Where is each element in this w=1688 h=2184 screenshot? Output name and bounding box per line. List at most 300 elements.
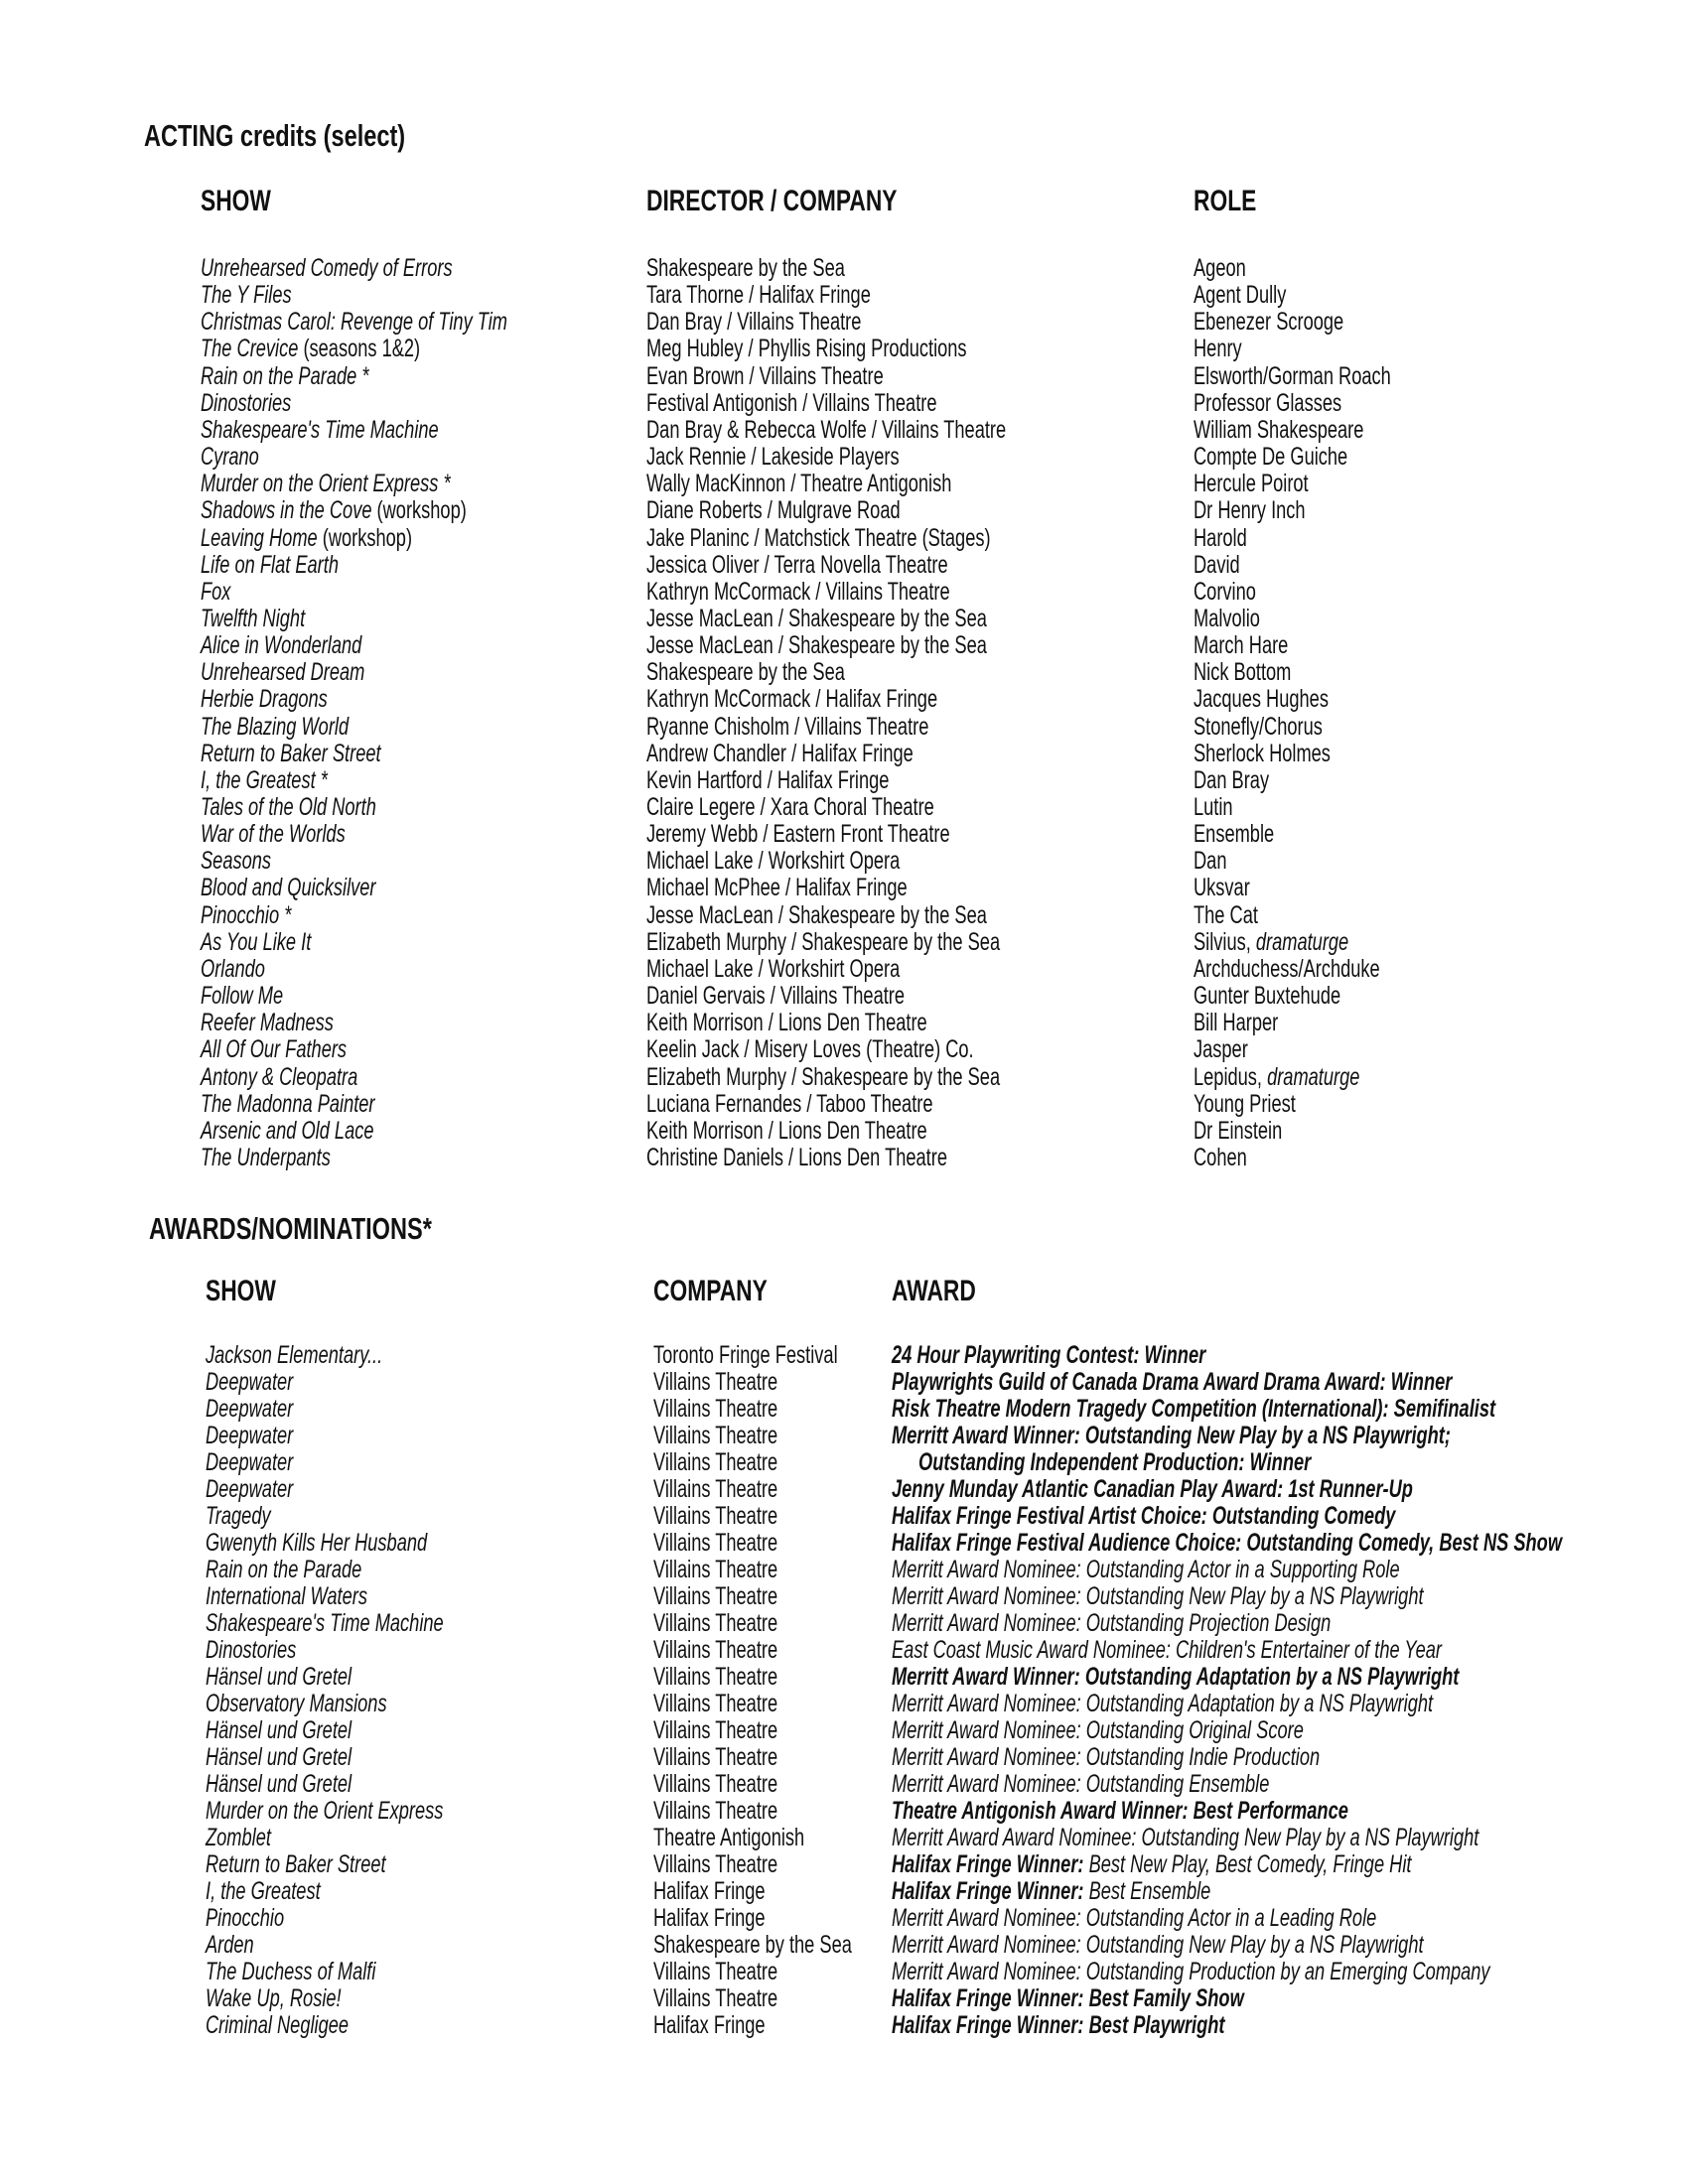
company-cell-text xyxy=(653,1663,777,1691)
show-cell xyxy=(206,1448,326,1476)
role-cell-text xyxy=(1194,874,1250,901)
show-cell xyxy=(206,1609,531,1637)
show-cell-text xyxy=(201,443,259,471)
show-cell-text xyxy=(201,740,381,767)
show-cell-text xyxy=(206,1422,293,1449)
role-cell-text xyxy=(1194,362,1391,390)
role: William Shakespeare xyxy=(1194,415,1364,444)
show-cell-text xyxy=(206,1609,444,1637)
director-company: Jeremy Webb / Eastern Front Theatre xyxy=(646,820,950,849)
award-cell-text xyxy=(892,1556,1400,1583)
company: Villains Theatre xyxy=(653,1529,778,1557)
show-cell xyxy=(206,1770,406,1798)
company: Halifax Fringe xyxy=(653,1877,766,1905)
role: Sherlock Holmes xyxy=(1194,739,1331,767)
show-title: Deepwater xyxy=(206,1475,294,1503)
show-cell-text xyxy=(201,793,376,821)
show-cell xyxy=(201,254,545,282)
award-cell xyxy=(892,1690,1633,1717)
show-cell-text xyxy=(206,1502,271,1530)
company-cell-text xyxy=(653,1529,777,1557)
role-cell xyxy=(1194,847,1239,875)
role: Corvino xyxy=(1194,577,1256,606)
role-cell xyxy=(1194,793,1247,821)
company-cell-text xyxy=(653,1797,777,1825)
show-title: Murder on the Orient Express xyxy=(206,1797,444,1825)
role-cell xyxy=(1194,1144,1267,1171)
director-company-cell xyxy=(646,685,1046,713)
director-company-cell-text xyxy=(646,335,967,362)
director-company-cell-text xyxy=(646,1035,974,1063)
director-company-cell-text xyxy=(646,308,861,336)
show-cell xyxy=(201,685,374,713)
role-cell-text xyxy=(1194,847,1226,875)
role-cell xyxy=(1194,901,1282,929)
acting-row xyxy=(0,874,1688,901)
award-cell-text xyxy=(892,1422,1451,1449)
award-cell-text xyxy=(892,1984,1244,2012)
role: Cohen xyxy=(1194,1143,1247,1171)
award-text-bold: Halifax Fringe Festival Artist Choice: Outstanding Comedy xyxy=(892,1502,1396,1530)
show-cell-text xyxy=(201,416,439,444)
award-row xyxy=(0,1850,1688,1878)
awards-section-title-text: AWARDS/NOMINATIONS* xyxy=(149,1211,432,1246)
role-cell xyxy=(1194,713,1370,741)
show-note: (seasons 1&2) xyxy=(298,335,421,363)
show-title: Deepwater xyxy=(206,1368,294,1396)
acting-row xyxy=(0,524,1688,552)
director-company-cell-text xyxy=(646,389,937,417)
show-title: Twelfth Night xyxy=(201,604,306,632)
show-title: Pinocchio * xyxy=(201,900,292,929)
show-title: Shakespeare's Time Machine xyxy=(206,1609,444,1637)
acting-row xyxy=(0,254,1688,282)
company-cell xyxy=(653,1475,823,1503)
acting-row xyxy=(0,713,1688,741)
role: Silvius, xyxy=(1194,927,1256,956)
role-cell-text xyxy=(1194,685,1329,713)
show-cell-text xyxy=(201,551,339,579)
show-cell-text xyxy=(206,1636,296,1664)
director-company: Elizabeth Murphy / Shakespeare by the Sea xyxy=(646,927,1001,956)
awards-header-award: AWARD xyxy=(892,1275,976,1307)
award-cell-text xyxy=(892,1582,1424,1610)
role-cell-text xyxy=(1194,281,1286,309)
award-cell-text xyxy=(892,2011,1225,2039)
show-title: Shakespeare's Time Machine xyxy=(201,415,439,444)
award-text-bold: Halifax Fringe Winner: xyxy=(892,1850,1084,1878)
show-cell xyxy=(201,1009,382,1036)
show-cell-text xyxy=(201,955,265,983)
award-cell xyxy=(892,1395,1688,1423)
show-cell xyxy=(201,551,389,579)
role-cell-text xyxy=(1194,1009,1278,1036)
director-company-cell xyxy=(646,551,1059,579)
award-text-bold: Halifax Fringe Winner: Best Playwright xyxy=(892,2011,1225,2039)
award-row xyxy=(0,1368,1688,1396)
director-company-cell-text xyxy=(646,685,937,713)
company-cell-text xyxy=(653,1824,804,1851)
acting-row xyxy=(0,631,1688,659)
show-cell-text xyxy=(206,1931,254,1959)
show-cell-text xyxy=(206,1448,293,1476)
show-cell xyxy=(201,847,297,875)
company-cell xyxy=(653,1502,823,1530)
show-cell xyxy=(206,1529,509,1557)
show-title: Murder on the Orient Express * xyxy=(201,470,451,498)
company: Villains Theatre xyxy=(653,1556,778,1583)
award-row xyxy=(0,1341,1688,1369)
director-company-cell xyxy=(646,389,1045,417)
role: Ageon xyxy=(1194,254,1246,282)
director-company: Jake Planinc / Matchstick Theatre (Stages) xyxy=(646,523,991,552)
director-company-cell xyxy=(646,281,953,309)
show-cell-text xyxy=(206,1904,284,1932)
show-cell xyxy=(201,1117,438,1145)
show-cell-text xyxy=(201,1144,331,1171)
show-cell-text xyxy=(201,874,376,901)
show-cell-text xyxy=(201,1117,373,1145)
award-cell-text xyxy=(892,1904,1376,1932)
award-cell xyxy=(892,1663,1669,1691)
director-company: Andrew Chandler / Halifax Fringe xyxy=(646,739,914,767)
show-title: Return to Baker Street xyxy=(206,1850,386,1878)
award-text-bold: Halifax Fringe Winner: Best Family Show xyxy=(892,1984,1244,2012)
acting-row xyxy=(0,389,1688,417)
director-company-cell xyxy=(646,901,1113,929)
show-cell-text xyxy=(201,308,507,336)
role-cell xyxy=(1194,578,1279,606)
award-row xyxy=(0,1636,1688,1664)
company: Villains Theatre xyxy=(653,1743,778,1771)
award-cell-text xyxy=(892,1770,1269,1798)
show-cell-text xyxy=(201,766,328,794)
director-company-cell xyxy=(646,470,1064,497)
director-company: Christine Daniels / Lions Den Theatre xyxy=(646,1143,947,1171)
director-company-cell-text xyxy=(646,551,948,579)
show-cell-text xyxy=(206,1850,386,1878)
acting-row xyxy=(0,740,1688,767)
acting-row xyxy=(0,1090,1688,1118)
role-emphasis: dramaturge xyxy=(1255,927,1349,956)
company-cell-text xyxy=(653,1341,838,1369)
company-cell-text xyxy=(653,1690,777,1717)
show-cell-text xyxy=(201,362,368,390)
director-company-cell xyxy=(646,928,1131,956)
company-cell-text xyxy=(653,1582,777,1610)
company-cell-text xyxy=(653,1556,777,1583)
director-company-cell-text xyxy=(646,578,950,606)
award-row xyxy=(0,1609,1688,1637)
award-text-bold: Halifax Fringe Festival Audience Choice: Outstanding Comedy, Best NS Show xyxy=(892,1529,1563,1557)
director-company-cell xyxy=(646,362,971,390)
role-cell xyxy=(1194,524,1267,552)
show-cell xyxy=(201,416,526,444)
director-company: Diane Roberts / Mulgrave Road xyxy=(646,496,901,525)
show-title: Reefer Madness xyxy=(201,1009,334,1037)
show-cell xyxy=(206,1743,406,1771)
show-title: I, the Greatest * xyxy=(201,765,328,794)
director-company-cell xyxy=(646,1009,1031,1036)
role-cell-text xyxy=(1194,955,1380,983)
award-text: Merritt Award Nominee: Outstanding Indie Production xyxy=(892,1743,1321,1771)
award-text: Merritt Award Nominee: Outstanding Production by an Emerging Company xyxy=(892,1958,1490,1985)
director-company-cell-text xyxy=(646,740,914,767)
award-text-bold: 24 Hour Playwriting Contest: Winner xyxy=(892,1341,1206,1369)
director-company: Shakespeare by the Sea xyxy=(646,658,845,687)
show-cell-text xyxy=(201,389,291,417)
show-cell xyxy=(206,1395,326,1423)
role-cell xyxy=(1194,658,1328,686)
company-cell-text xyxy=(653,1368,777,1396)
show-cell-text xyxy=(201,685,328,713)
acting-row xyxy=(0,281,1688,309)
director-company-cell-text xyxy=(646,416,1006,444)
show-cell-text xyxy=(201,901,291,929)
acting-row xyxy=(0,1009,1688,1036)
acting-row xyxy=(0,658,1688,686)
director-company-cell-text xyxy=(646,874,908,901)
show-cell-text xyxy=(206,1556,361,1583)
director-company: Jesse MacLean / Shakespeare by the Sea xyxy=(646,900,987,929)
role-cell xyxy=(1194,928,1406,956)
role: Elsworth/Gorman Roach xyxy=(1194,361,1391,390)
show-cell-text xyxy=(206,1395,293,1423)
show-cell xyxy=(206,1368,326,1396)
company-cell xyxy=(653,1582,823,1610)
company: Toronto Fringe Festival xyxy=(653,1341,838,1369)
director-company-cell-text xyxy=(646,982,905,1010)
role: Compte De Guiche xyxy=(1194,443,1348,472)
company: Villains Theatre xyxy=(653,1770,778,1798)
role-cell xyxy=(1194,766,1297,794)
role: Young Priest xyxy=(1194,1089,1296,1118)
award-text: Merritt Award Nominee: Outstanding Ensemble xyxy=(892,1770,1270,1798)
company-cell xyxy=(653,1743,823,1771)
award-cell-text xyxy=(892,1663,1459,1691)
role-cell-text xyxy=(1194,308,1343,336)
show-title: Dinostories xyxy=(206,1636,297,1664)
award-text: Merritt Award Nominee: Outstanding Projection Design xyxy=(892,1609,1332,1637)
award-row xyxy=(0,1556,1688,1583)
show-cell xyxy=(201,1035,400,1063)
show-cell xyxy=(206,1797,531,1825)
director-company: Jack Rennie / Lakeside Players xyxy=(646,443,900,472)
company-cell xyxy=(653,1636,823,1664)
show-cell-text xyxy=(201,658,364,686)
show-title: Arsenic and Old Lace xyxy=(201,1116,374,1145)
company-cell xyxy=(653,1609,823,1637)
show-cell xyxy=(201,874,441,901)
role-cell-text xyxy=(1194,443,1347,471)
company-cell xyxy=(653,1877,806,1905)
show-cell-text xyxy=(201,254,453,282)
award-text: Merritt Award Award Nominee: Outstanding New Play by a NS Playwright xyxy=(892,1824,1479,1851)
award-cell xyxy=(892,1931,1620,1959)
role-cell-text xyxy=(1194,578,1256,606)
acting-header-director-company: DIRECTOR / COMPANY xyxy=(646,185,898,217)
director-company: Michael McPhee / Halifax Fringe xyxy=(646,874,908,902)
show-cell xyxy=(206,1958,439,1985)
acting-row xyxy=(0,1063,1688,1091)
director-company-cell-text xyxy=(646,901,987,929)
award-cell-text xyxy=(892,1368,1452,1396)
show-title: The Underpants xyxy=(201,1143,331,1171)
show-cell-text xyxy=(201,1090,375,1118)
company: Villains Theatre xyxy=(653,1850,778,1878)
award-text-bold: Merritt Award Winner: Outstanding Adaptation by a NS Playwright xyxy=(892,1663,1460,1691)
role-cell-text xyxy=(1194,793,1233,821)
show-cell xyxy=(201,793,441,821)
company: Villains Theatre xyxy=(653,1663,778,1691)
show-title: Unrehearsed Comedy of Errors xyxy=(201,254,453,282)
director-company-cell xyxy=(646,496,994,524)
role-cell-text xyxy=(1194,389,1341,417)
company-cell xyxy=(653,2011,806,2039)
role-cell xyxy=(1194,1063,1421,1091)
director-company-cell-text xyxy=(646,820,950,848)
award-row xyxy=(0,1797,1688,1825)
director-company-cell-text xyxy=(646,1063,1000,1091)
acting-row xyxy=(0,362,1688,390)
role-cell xyxy=(1194,631,1324,659)
company-cell xyxy=(653,1931,925,1959)
show-cell-text xyxy=(206,1475,293,1503)
director-company: Claire Legere / Xara Choral Theatre xyxy=(646,793,934,821)
acting-row xyxy=(0,820,1688,848)
show-cell-text xyxy=(201,1063,357,1091)
award-cell-text xyxy=(892,1395,1495,1423)
director-company-cell xyxy=(646,766,979,794)
show-cell xyxy=(206,1475,326,1503)
company: Halifax Fringe xyxy=(653,2011,766,2039)
director-company-cell-text xyxy=(646,955,900,983)
show-title: Pinocchio xyxy=(206,1904,285,1932)
company-cell xyxy=(653,1797,823,1825)
acting-header-role: ROLE xyxy=(1194,185,1257,217)
award-cell-text xyxy=(892,1850,1411,1878)
award-cell-text xyxy=(892,1502,1395,1530)
award-row xyxy=(0,1475,1688,1503)
role-cell-text xyxy=(1194,416,1363,444)
company: Halifax Fringe xyxy=(653,1904,766,1932)
company-cell xyxy=(653,1690,823,1717)
award-cell xyxy=(892,1877,1329,1905)
role: Bill Harper xyxy=(1194,1009,1279,1037)
director-company-cell-text xyxy=(646,362,884,390)
role: Gunter Buxtehude xyxy=(1194,982,1341,1011)
role-cell xyxy=(1194,982,1395,1010)
role-cell-text xyxy=(1194,658,1291,686)
show-title: Christmas Carol: Revenge of Tiny Tim xyxy=(201,308,508,337)
show-cell-text xyxy=(206,1958,375,1985)
award-cell-text xyxy=(892,1341,1205,1369)
show-title: Herbie Dragons xyxy=(201,685,328,714)
awards-section-title xyxy=(149,1213,521,1244)
company: Villains Theatre xyxy=(653,1958,778,1985)
show-title: Hänsel und Gretel xyxy=(206,1770,352,1798)
show-title: Follow Me xyxy=(201,982,284,1011)
role-emphasis: dramaturge xyxy=(1267,1062,1360,1091)
director-company-cell xyxy=(646,1117,1031,1145)
role-cell xyxy=(1194,389,1396,417)
director-company-cell xyxy=(646,416,1139,444)
director-company-cell xyxy=(646,793,1041,821)
role: March Hare xyxy=(1194,631,1289,660)
award-cell-text xyxy=(892,1797,1348,1825)
director-company: Michael Lake / Workshirt Opera xyxy=(646,847,901,876)
award-cell-text xyxy=(892,1958,1490,1985)
show-title: Wake Up, Rosie! xyxy=(206,1984,342,2012)
company-cell xyxy=(653,1556,823,1583)
director-company-cell xyxy=(646,524,1118,552)
company-cell-text xyxy=(653,1984,777,2012)
acting-header-show: SHOW xyxy=(201,185,271,217)
show-cell-text xyxy=(206,1341,382,1369)
company-cell-text xyxy=(653,1850,777,1878)
show-title: The Madonna Painter xyxy=(201,1089,375,1118)
award-cell xyxy=(892,1850,1604,1878)
director-company-cell-text xyxy=(646,254,845,282)
show-cell xyxy=(201,470,543,497)
show-cell xyxy=(201,982,314,1010)
director-company: Festival Antigonish / Villains Theatre xyxy=(646,388,937,417)
company-cell-text xyxy=(653,1636,777,1664)
role-cell-text xyxy=(1194,928,1348,956)
role: Uksvar xyxy=(1194,874,1250,902)
role-cell-text xyxy=(1194,1035,1248,1063)
award-text: Merritt Award Nominee: Outstanding Actor in a Leading Role xyxy=(892,1904,1377,1932)
show-cell-text xyxy=(206,1984,342,2012)
show-cell xyxy=(201,658,426,686)
director-company: Keelin Jack / Misery Loves (Theatre) Co. xyxy=(646,1035,974,1064)
director-company-cell-text xyxy=(646,631,987,659)
director-company-cell-text xyxy=(646,496,901,524)
award-row xyxy=(0,1663,1688,1691)
show-title: The Duchess of Malfi xyxy=(206,1958,376,1985)
show-cell xyxy=(206,1824,295,1851)
award-cell-text xyxy=(892,1931,1424,1959)
show-cell xyxy=(206,1850,453,1878)
award-cell-text xyxy=(892,1690,1433,1717)
director-company: Shakespeare by the Sea xyxy=(646,254,845,282)
show-title: Blood and Quicksilver xyxy=(201,874,376,902)
company-cell xyxy=(653,1904,806,1932)
show-cell-text xyxy=(201,928,311,956)
role: Archduchess/Archduke xyxy=(1194,954,1380,983)
role-cell-text xyxy=(1194,605,1260,632)
company-cell xyxy=(653,1368,823,1396)
show-cell xyxy=(201,955,289,983)
director-company-cell xyxy=(646,847,994,875)
role-cell-text xyxy=(1194,524,1247,552)
show-cell-text xyxy=(206,1582,367,1610)
director-company: Elizabeth Murphy / Shakespeare by the Sea xyxy=(646,1062,1001,1091)
role-cell-text xyxy=(1194,713,1323,741)
role-cell xyxy=(1194,416,1427,444)
director-company-cell xyxy=(646,658,918,686)
acting-row xyxy=(0,496,1688,524)
director-company: Dan Bray & Rebecca Wolfe / Villains Theatre xyxy=(646,415,1007,444)
show-title: Leaving Home xyxy=(201,523,318,552)
company: Villains Theatre xyxy=(653,1636,778,1664)
award-text: Merritt Award Nominee: Outstanding New Play by a NS Playwright xyxy=(892,1931,1424,1959)
show-title: Rain on the Parade * xyxy=(201,361,369,390)
show-cell xyxy=(201,605,344,632)
show-cell-text xyxy=(206,1663,352,1691)
show-cell-text xyxy=(201,631,361,659)
director-company-cell-text xyxy=(646,1009,927,1036)
